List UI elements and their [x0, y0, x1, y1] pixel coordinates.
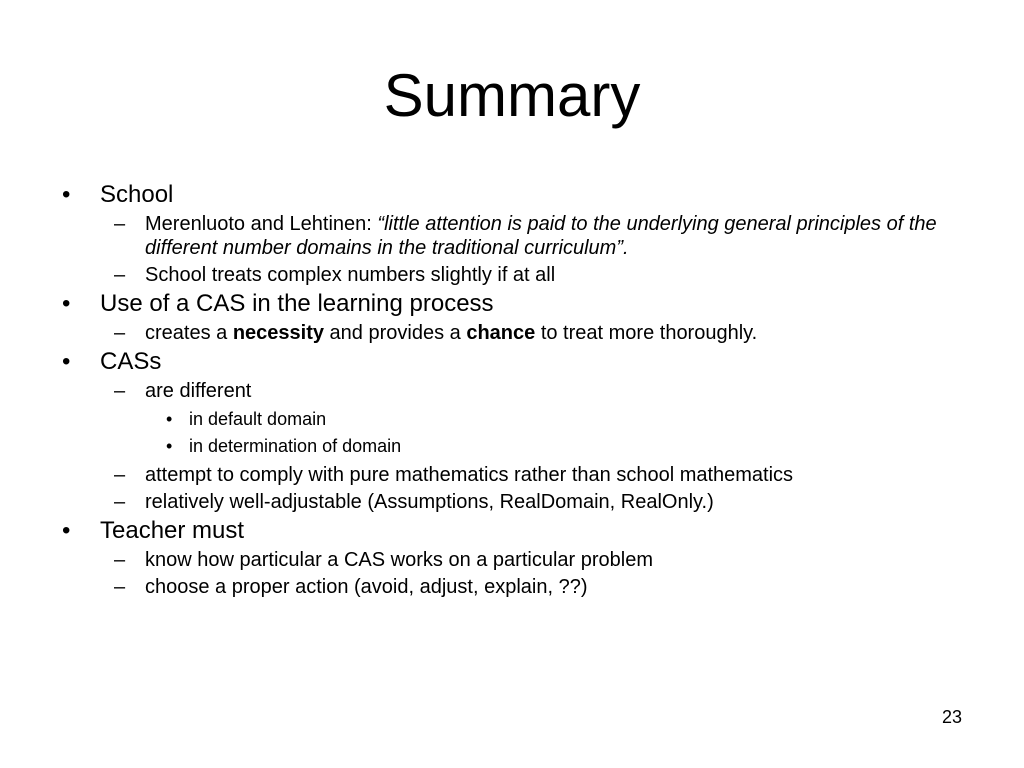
dash-marker: – [114, 380, 126, 402]
dash-marker: – [114, 549, 126, 571]
creates-part1: creates a [145, 322, 233, 344]
dash-marker: – [114, 491, 126, 513]
bullet-text: School [100, 181, 174, 208]
quote-text: “little attention is paid to the underlying general principles of the different number domains in the traditional curriculum”. [145, 213, 937, 259]
sub-bullet-adjustable [62, 490, 982, 514]
sub-bullet-text: are different [145, 380, 252, 402]
bullet-marker: • [62, 181, 71, 208]
bullet-teacher [62, 517, 982, 545]
creates-part3: to treat more thoroughly. [535, 322, 758, 344]
bullet-cas-use [62, 290, 982, 318]
creates-part2: and provides a [324, 322, 467, 344]
bullet-marker: • [62, 517, 71, 544]
bullet-marker: • [166, 409, 173, 429]
sub-bullet-text: relatively well-adjustable (Assumptions, RealDomain, RealOnly.) [145, 491, 714, 513]
bullet-list [62, 181, 982, 599]
sub-sub-bullet-determination [62, 436, 982, 457]
sub-bullet-know [62, 548, 982, 572]
sub-bullet-attempt [62, 463, 982, 487]
necessity-emphasis: necessity [232, 322, 324, 344]
dash-marker: – [114, 264, 126, 286]
bullet-marker: • [62, 290, 71, 317]
quote-author: Merenluoto and Lehtinen: [145, 213, 378, 235]
chance-emphasis: chance [466, 322, 536, 344]
sub-sub-bullet-default-domain [62, 409, 982, 430]
sub-bullet-text: choose a proper action (avoid, adjust, explain, ??) [145, 576, 588, 598]
sub-bullet-text: School treats complex numbers slightly if at all [145, 264, 556, 286]
bullet-school [62, 181, 982, 209]
sub-bullet-creates [62, 321, 982, 345]
bullet-text: Teacher must [100, 517, 245, 544]
dash-marker: – [114, 213, 126, 235]
dash-marker: – [114, 576, 126, 598]
bullet-text: Use of a CAS in the learning process [100, 290, 494, 317]
dash-marker: – [114, 464, 126, 486]
dash-marker: – [114, 322, 126, 344]
sub-bullet-text: know how particular a CAS works on a particular problem [145, 549, 653, 571]
slide-title: Summary [383, 62, 641, 129]
bullet-text: CASs [100, 348, 162, 375]
bullet-marker: • [166, 436, 173, 456]
sub-bullet-text: attempt to comply with pure mathematics rather than school mathematics [145, 464, 794, 486]
sub-bullet-choose [62, 575, 982, 599]
sub-bullet-complex-numbers [62, 263, 982, 287]
page-number: 23 [941, 707, 962, 727]
bullet-marker: • [62, 348, 71, 375]
sub-bullet-different [62, 379, 982, 403]
bullet-cass [62, 348, 982, 376]
sub-sub-bullet-text: in default domain [189, 409, 327, 429]
sub-bullet-merenluoto [62, 212, 982, 260]
sub-sub-bullet-text: in determination of domain [189, 436, 402, 456]
